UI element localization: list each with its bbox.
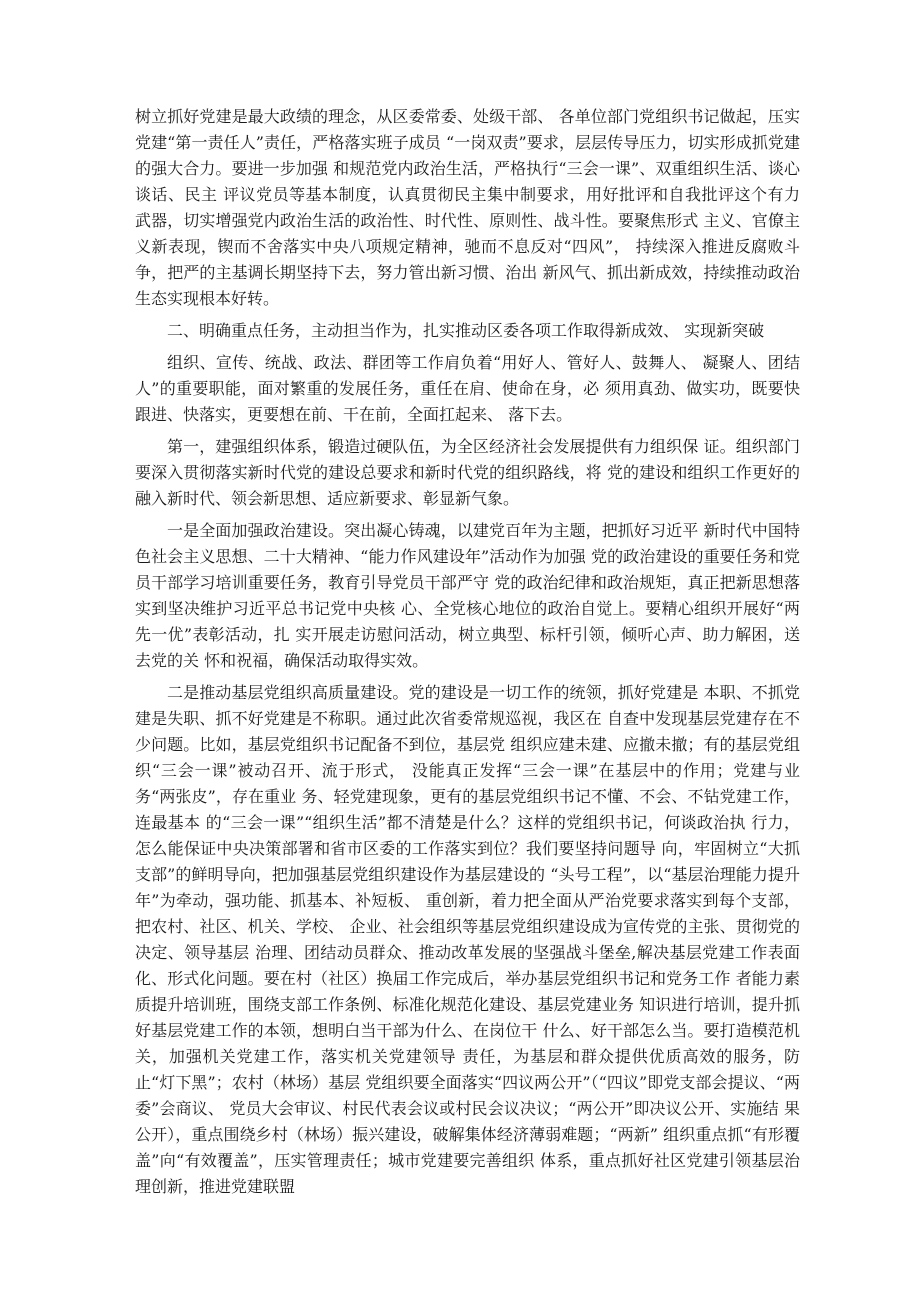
paragraph-grassroots-building: 二是推动基层党组织高质量建设。党的建设是一切工作的统领，抓好党建是 本职、不抓党建是失职、抓不好党建是不称职。通过此次省委常规巡视，我区在 自查中发现基层党建存在不少问题。比如，基层党组织书记配备不到位，基层党 组织应建未建、应撤未撤；有的基层党组织“三会一课”被动召开、流于形式， 没能真正发挥“三会一课”在基层中的作用；党建与业务“两张皮”，存在重业 务、轻党建现象，更有的基层党组织书记不懂、不会、不钻党建工作，连最基本 的“三会一课”“组织生活”都不清楚是什么？这样的党组织书记，何谈政治执 行力，怎么能保证中央决策部署和省市区委的工作落实到位？我们要坚持问题导 向，牢固树立“大抓支部”的鲜明导向，把加强基层党组织建设作为基层建设的 “头号工程”，以“基层治理能力提升年”为牵动，强功能、抓基本、补短板、 重创新，着力把全面从严治党要求落实到每个支部，把农村、社区、机关、学校、 企业、社会组织等基层党组织建设成为宣传党的主张、贯彻党的决定、领导基层 治理、团结动员群众、推动改革发展的坚强战斗堡垒,解决基层党建工作表面化、形式化问题。要在村（社区）换届工作完成后，举办基层党组织书记和党务工作 者能力素质提升培训班，围绕支部工作条例、标准化规范化建设、基层党建业务 知识进行培训，提升抓好基层党建工作的本领，想明白当干部为什么、在岗位干 什么、好干部怎么当。要打造模范机关，加强机关党建工作，落实机关党建领导 责任，为基层和群众提供优质高效的服务，防止“灯下黑”；农村（林场）基层 党组织要全面落实“四议两公开”（“四议”即党支部会提议、“两委”会商议、 党员大会审议、村民代表会议或村民会议决议；“两公开”即决议公开、实施结 果公开），重点围绕乡村（林场）振兴建设，破解集体经济薄弱难题；“两新” 组织重点抓“有形覆盖”向“有效覆盖”，压实管理责任；城市党建要完善组织 体系，重点抓好社区党建引领基层治理创新，推进党建联盟 [135,683,800,1196]
paragraph-first-point: 第一，建强组织体系，锻造过硬队伍，为全区经济社会发展提供有力组织保 证。组织部门要深入贯彻落实新时代党的建设总要求和新时代党的组织路线，将 党的建设和组织工作更好的融入新时代、领会新思想、适应新要求、彰显新气象。 [135,437,800,508]
document-body [135,104,800,1206]
paragraph-continuation: 树立抓好党建是最大政绩的理念，从区委常委、处级干部、 各单位部门党组织书记做起，压实党建“第一责任人”责任，严格落实班子成员 “一岗双责”要求，层层传导压力，切实形成抓党建的强大合力。要进一步加强 和规范党内政治生活，严格执行“三会一课”、双重组织生活、谈心谈话、民主 评议党员等基本制度，认真贯彻民主集中制要求，用好批评和自我批评这个有力 武器，切实增强党内政治生活的政治性、时代性、原则性、战斗性。要聚焦形式 主义、官僚主义新表现，锲而不舍落实中央八项规定精神，驰而不息反对“四风”， 持续深入推进反腐败斗争，把严的主基调长期坚持下去，努力管出新习惯、治出 新风气、抓出新成效，持续推动政治生态实现根本好转。 [135,107,800,308]
section-heading-two: 二、明确重点任务，主动担当作为，扎实推动区委各项工作取得新成效、 实现新突破 [167,321,765,340]
paragraph-political-building: 一是全面加强政治建设。突出凝心铸魂，以建党百年为主题，把抓好习近平 新时代中国特色社会主义思想、二十大精神、“能力作风建设年”活动作为加强 党的政治建设的重要任务和党员干部学习培训重要任务，教育引导党员干部严守 党的政治纪律和政治规矩，真正把新思想落实到坚决维护习近平总书记党中央核 心、全党核心地位的政治自觉上。要精心组织开展好“两先一优”表彰活动，扎 实开展走访慰问活动，树立典型、标杆引领，倾听心声、助力解困，送去党的关 怀和祝福，确保活动取得实效。 [135,521,800,670]
paragraph-duties: 组织、宣传、统战、政法、群团等工作肩负着“用好人、管好人、鼓舞人、 凝聚人、团结人”的重要职能，面对繁重的发展任务，重任在肩、使命在身，必 须用真劲、做实功，既要快跟进、快落实，更要想在前、干在前，全面扛起来、 落下去。 [135,353,800,424]
